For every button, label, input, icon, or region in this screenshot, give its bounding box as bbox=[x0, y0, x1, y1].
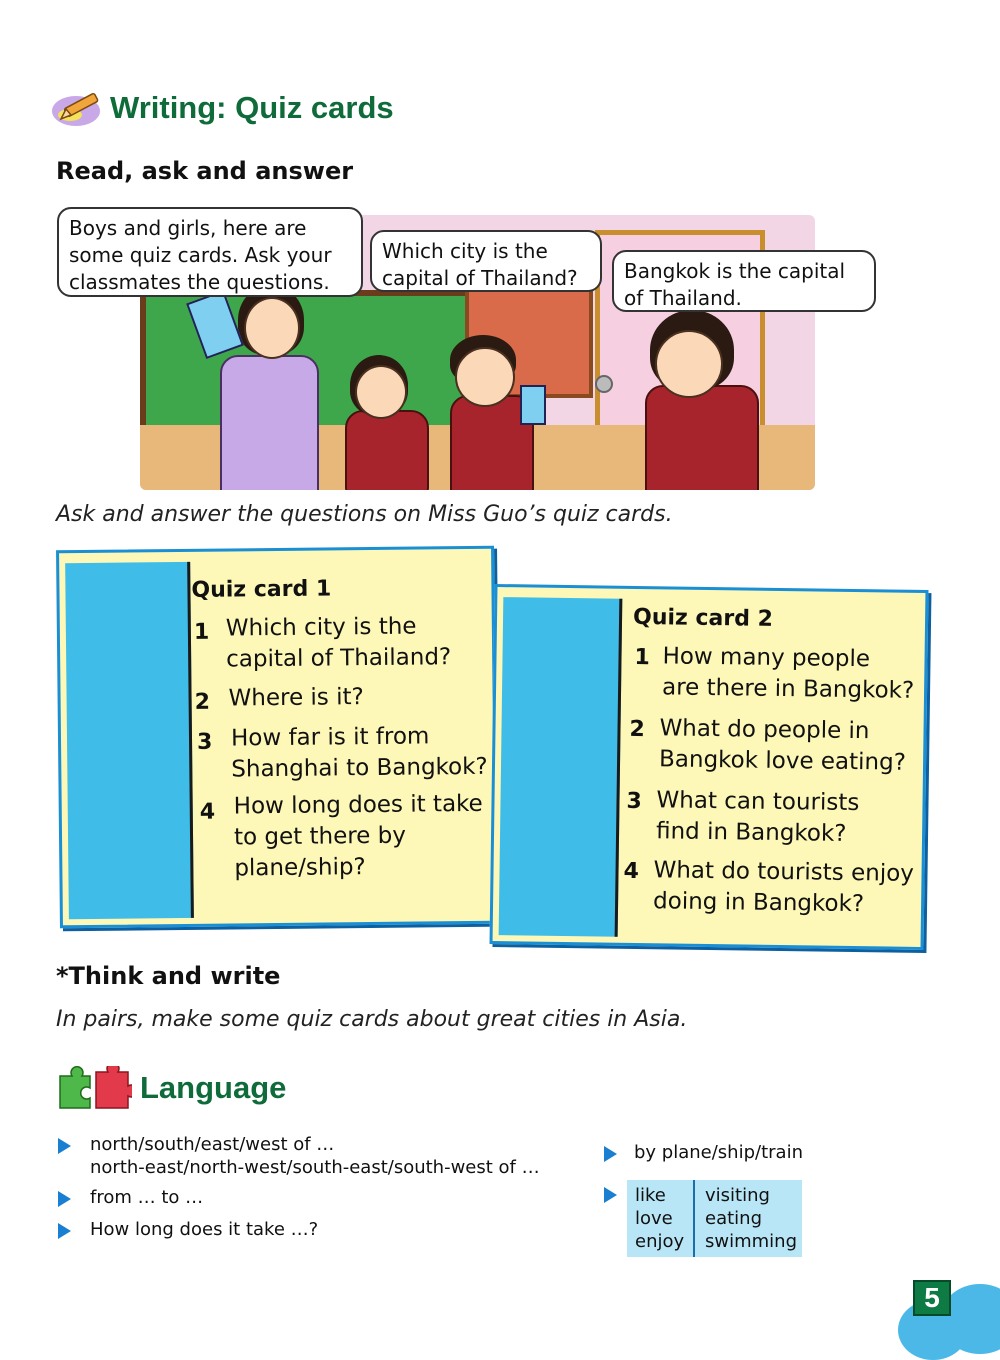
q1-2-number: 2 bbox=[194, 689, 211, 715]
bullet-arrow-icon bbox=[58, 1223, 71, 1239]
puzzle-icon bbox=[56, 1066, 132, 1110]
teacher-speech-text: Boys and girls, here are some quiz cards. Ask your classmates the questions. bbox=[69, 216, 332, 294]
verb-gerund-box bbox=[627, 1180, 802, 1257]
language-item-from-to: from … to … bbox=[90, 1187, 204, 1208]
bullet-arrow-icon bbox=[58, 1138, 71, 1154]
q2-1-number: 1 bbox=[634, 644, 651, 671]
verbs-column: like love enjoy bbox=[635, 1185, 685, 1252]
think-and-write-heading: *Think and write bbox=[56, 962, 281, 990]
quiz-card-1-title: Quiz card 1 bbox=[191, 576, 332, 603]
language-title: Language bbox=[140, 1070, 287, 1105]
q1-3-text: How far is it from Shanghai to Bangkok? bbox=[230, 723, 488, 783]
language-item-directions: north/south/east/west of … north-east/north-west/south-east/south-west of … bbox=[90, 1134, 540, 1178]
q1-1-number: 1 bbox=[193, 619, 210, 645]
quiz-card-2 bbox=[490, 584, 929, 950]
q2-3-number: 3 bbox=[626, 788, 642, 815]
q1-4-text: How long does it take to get there by plane/ship? bbox=[233, 790, 483, 882]
q2-4-number: 4 bbox=[623, 858, 640, 885]
q1-2-text: Where is it? bbox=[228, 684, 364, 712]
q1-3-number: 3 bbox=[196, 729, 213, 755]
think-and-write-instruction: In pairs, make some quiz cards about great cities in Asia. bbox=[56, 1007, 688, 1032]
quiz-card-1 bbox=[56, 546, 498, 929]
q2-1-text: How many people are there in Bangkok? bbox=[661, 643, 915, 704]
quiz-card-1-strip bbox=[65, 562, 194, 919]
gerunds-column: visiting eating swimming bbox=[705, 1185, 798, 1252]
q2-2-number: 2 bbox=[629, 716, 646, 743]
quiz-card-2-strip bbox=[499, 597, 623, 937]
language-item-transport: by plane/ship/train bbox=[634, 1142, 803, 1163]
writing-title: Writing: Quiz cards bbox=[110, 90, 394, 125]
bullet-arrow-icon bbox=[58, 1191, 71, 1207]
q2-2-text: What do people in Bangkok love eating? bbox=[658, 715, 907, 776]
language-item-how-long: How long does it take …? bbox=[90, 1219, 319, 1240]
bullet-arrow-icon bbox=[604, 1146, 617, 1162]
pencil-icon bbox=[50, 85, 106, 129]
girl-speech-text: Bangkok is the capital of Thailand. bbox=[624, 259, 846, 310]
page-number: 5 bbox=[913, 1280, 951, 1316]
q1-4-number: 4 bbox=[199, 799, 216, 825]
girl-speech-bubble bbox=[612, 250, 876, 312]
teacher-speech-bubble bbox=[57, 207, 363, 297]
boy-speech-text: Which city is the capital of Thailand? bbox=[382, 239, 578, 290]
quiz-card-2-title: Quiz card 2 bbox=[632, 604, 774, 632]
door-knob bbox=[595, 375, 613, 393]
boy-speech-bubble bbox=[370, 230, 602, 292]
bullet-arrow-icon bbox=[604, 1187, 617, 1203]
q2-3-text: What can tourists find in Bangkok? bbox=[655, 787, 860, 847]
q1-1-text: Which city is the capital of Thailand? bbox=[225, 613, 452, 673]
quiz-instruction: Ask and answer the questions on Miss Guo’s quiz cards. bbox=[56, 502, 673, 527]
read-ask-answer-heading: Read, ask and answer bbox=[56, 157, 354, 185]
q2-4-text: What do tourists enjoy doing in Bangkok? bbox=[652, 857, 915, 918]
